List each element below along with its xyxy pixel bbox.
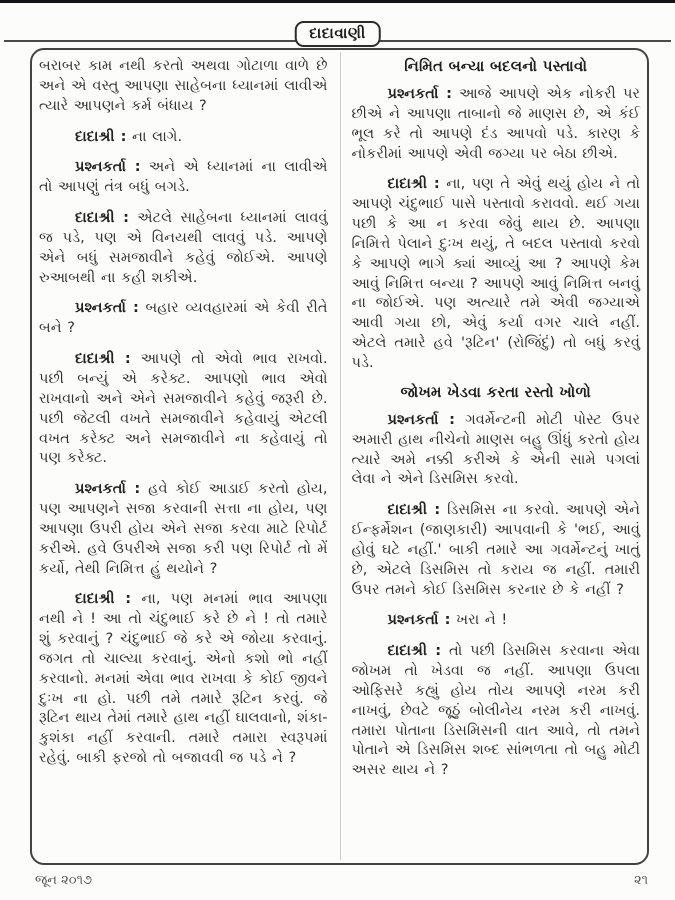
- speaker-label: દાદાશ્રી :: [75, 209, 130, 227]
- page-footer: [0, 868, 675, 900]
- speaker-label: દાદાશ્રી :: [387, 175, 440, 193]
- dialog-paragraph: [352, 610, 641, 630]
- speaker-label: દાદાશ્રી :: [387, 501, 441, 519]
- speaker-label: પ્રશ્નકર્તા :: [387, 611, 451, 629]
- dialog-text: હવે કોઈ આડાઈ કરતો હોય, પણ આપણને સજા કરવાની સત્તા ના હોય, પણ આપણા ઉપરી હોય એને સજા કરવા માટે રિપોર્ટ કરીએ. હવે ઉપરીએ સજા કરી પણ રિપોર્ટ તો મેં કર્યો, તેથી નિમિત્ત હું થયોને ?: [39, 480, 328, 577]
- speaker-label: પ્રશ્નકર્તા :: [387, 410, 455, 428]
- page-number: ૨૧: [633, 873, 648, 888]
- speaker-label: પ્રશ્નકર્તા :: [75, 158, 141, 176]
- dialog-text: બરાબર કામ નથી કરતો અથવા ગોટાળા વાળે છે અને એ વસ્તુ આપણા સાહેબના ધ્યાનમાં લાવીએ ત્યારે આપણને કર્મ બંધાય ?: [39, 57, 328, 114]
- dialog-paragraph: [39, 298, 328, 338]
- speaker-label: પ્રશ્નકર્તા :: [75, 299, 139, 317]
- dialog-text: તો પછી ડિસમિસ કરવાના એવા જોખમ તો ખેડવા જ નહીં. આપણા ઉપલા ઓફિસરે કહ્યું હોય તોય આપણે નરમ કરી નાખવું, છેવટે જૂઠું બોલીનેય નરમ કરી નાખવું. તમારા પોતાના ડિસમિસની વાત આવે, તો તમને પોતાને એ ડિસમિસ શબ્દ સાંભળતા તો બહુ મોટી અસર થાય ને ?: [351, 642, 641, 779]
- right-column: [340, 48, 650, 865]
- dialog-paragraph: [39, 56, 328, 116]
- section-heading: જોખમ ખેડવા કરતા રસ્તો ખોળો: [400, 383, 592, 401]
- dialog-text: ડિસમિસ ના કરવો. આપણે એને ઈન્ફર્મેશન (જાણકારી) આપવાની કે 'ભઈ, આવું હોવું ઘટે નહીં.' બાકી તમારે આ ગવર્મેન્ટનું ખાતું છે, એટલે ડિસમિસ તો કરાય જ નહીં. તમારી ઉપર તમને કોઈ ડિસમિસ કરનાર છે કે નહીં ?: [351, 501, 640, 598]
- dialog-paragraph: [352, 500, 641, 599]
- speaker-label: પ્રશ્નકર્તા :: [387, 85, 452, 102]
- dialog-paragraph: [352, 641, 641, 780]
- dialog-text: ના લાગે.: [132, 127, 183, 145]
- dialog-paragraph: [39, 127, 328, 147]
- dialog-paragraph: [39, 479, 328, 578]
- dialog-text: આજે આપણે એક નોકરી પર છીએ ને આપણા તાબાનો જે માણસ છે, એ કંઈ ભૂલ કરે તો આપણે દંડ આપવો પડે. કારણ કે નોકરીમાં આપણે એવી જગ્યા પર બેઠા છીએ.: [351, 85, 640, 162]
- dialog-text: આપણે તો એવો ભાવ રાખવો. પછી બન્યું એ કરેક્ટ. આપણો ભાવ એવો રાખવાનો અને એને સમજાવીને કહેવું જરૂરી છે. પછી જેટલી વખતે સમજાવીને કહેવાયું એટલી વખત કરેક્ટ અને સમજાવીને ના કહેવાયું તો પણ કરેક્ટ.: [39, 350, 328, 467]
- dialog-paragraph: [39, 589, 328, 768]
- dialog-paragraph: [39, 208, 328, 287]
- speaker-label: પ્રશ્નકર્તા :: [75, 480, 141, 498]
- speaker-label: દાદાશ્રી :: [75, 127, 127, 145]
- text-columns: [30, 48, 649, 865]
- dialog-paragraph: [352, 410, 641, 489]
- speaker-label: દાદાશ્રી :: [387, 642, 442, 660]
- dialog-text: અને એ ધ્યાનમાં ના લાવીએ તો આપણું તંત્ર બધું બગડે.: [39, 158, 328, 196]
- dialog-text: ના, પણ તે એવું થયું હોય ને તો આપણે ચંદુભાઈ પાસે પસ્તાવો કરાવવો. થઈ ગયા પછી કે આ ન કરવા જેવું થાય છે. આપણા નિમિત્તે પેલાને દુઃખ થયું, તે બદલ પસ્તાવો કરવો કે આપણે ભાગે ક્યાં આવ્યું આ ? આપણે કેમ આવું નિમિત્ત બન્યા ? આપણે આવું નિમિત્ત બનવું ના જોઈએ. પણ અત્યારે તમે એવી જગ્યાએ આવી ગયા છો, એવું કર્યા વગર ચાલે નહીં. એટલે તમારે હવે 'રૂટિન' (રોજિંદું) તો બધું કરવું પડે.: [351, 175, 640, 371]
- dialog-text: એટલે સાહેબના ધ્યાનમાં લાવવું જ પડે, પણ એ વિનયથી લાવવું પડે. આપણે એને બધું સમજાવીને કહેવું જોઈએ. આપણે રુઆબથી ના કહી શકીએ.: [39, 209, 328, 286]
- section-heading: નિમિત બન્યા બદલનો પસ્તાવો: [404, 58, 588, 75]
- speaker-label: દાદાશ્રી :: [75, 350, 131, 368]
- dialog-text: ના, પણ મનમાં ભાવ આપણા નથી ને ! આ તો ચંદુભાઈ કરે છે ને ! તો તમારે શું કરવાનું ? ચંદુભાઈ જે કરે એ જોયા કરવાનું. જગત તો ચાલ્યા કરવાનું. એનો કશો ભો નહીં કરવાનો. મનમાં એવા ભાવ રાખવા કે કોઈ જીવને દુઃખ ના હો. પછી તમે તમારે રૂટિન કરવું. જે રૂટિન થાય તેમાં તમારે હાથ નહીં ઘાલવાનો, શંકા-કુશંકા નહીં કરવાની. તમારે તમારા સ્વરૂપમાં રહેવું. બાકી ફરજો તો બજાવવી જ પડે ને ?: [39, 590, 328, 767]
- dialog-text: ખરા ને !: [456, 611, 508, 629]
- scan-top-edge: [0, 0, 675, 3]
- dialog-paragraph: [39, 349, 328, 468]
- issue-date: જૂન ૨૦૧૭: [35, 873, 92, 888]
- speaker-label: દાદાશ્રી :: [75, 590, 132, 608]
- dialog-text: બહાર વ્યવહારમાં એ કેવી રીતે બને ?: [39, 299, 328, 337]
- dialog-text: ગવર્મેન્ટની મોટી પોસ્ટ ઉપર અમારી હાથ નીચેનો માણસ બહુ ઊંધું કરતો હોય ત્યારે અમે નક્કી કરીએ કે એની સામે પગલાં લેવા ને એને ડિસમિસ કરવો.: [351, 410, 641, 488]
- dialog-paragraph: [352, 84, 641, 163]
- dialog-paragraph: [39, 157, 328, 197]
- masthead-title: દાદાવાણી: [294, 21, 381, 47]
- left-column: [30, 48, 340, 865]
- dialog-paragraph: [352, 174, 641, 372]
